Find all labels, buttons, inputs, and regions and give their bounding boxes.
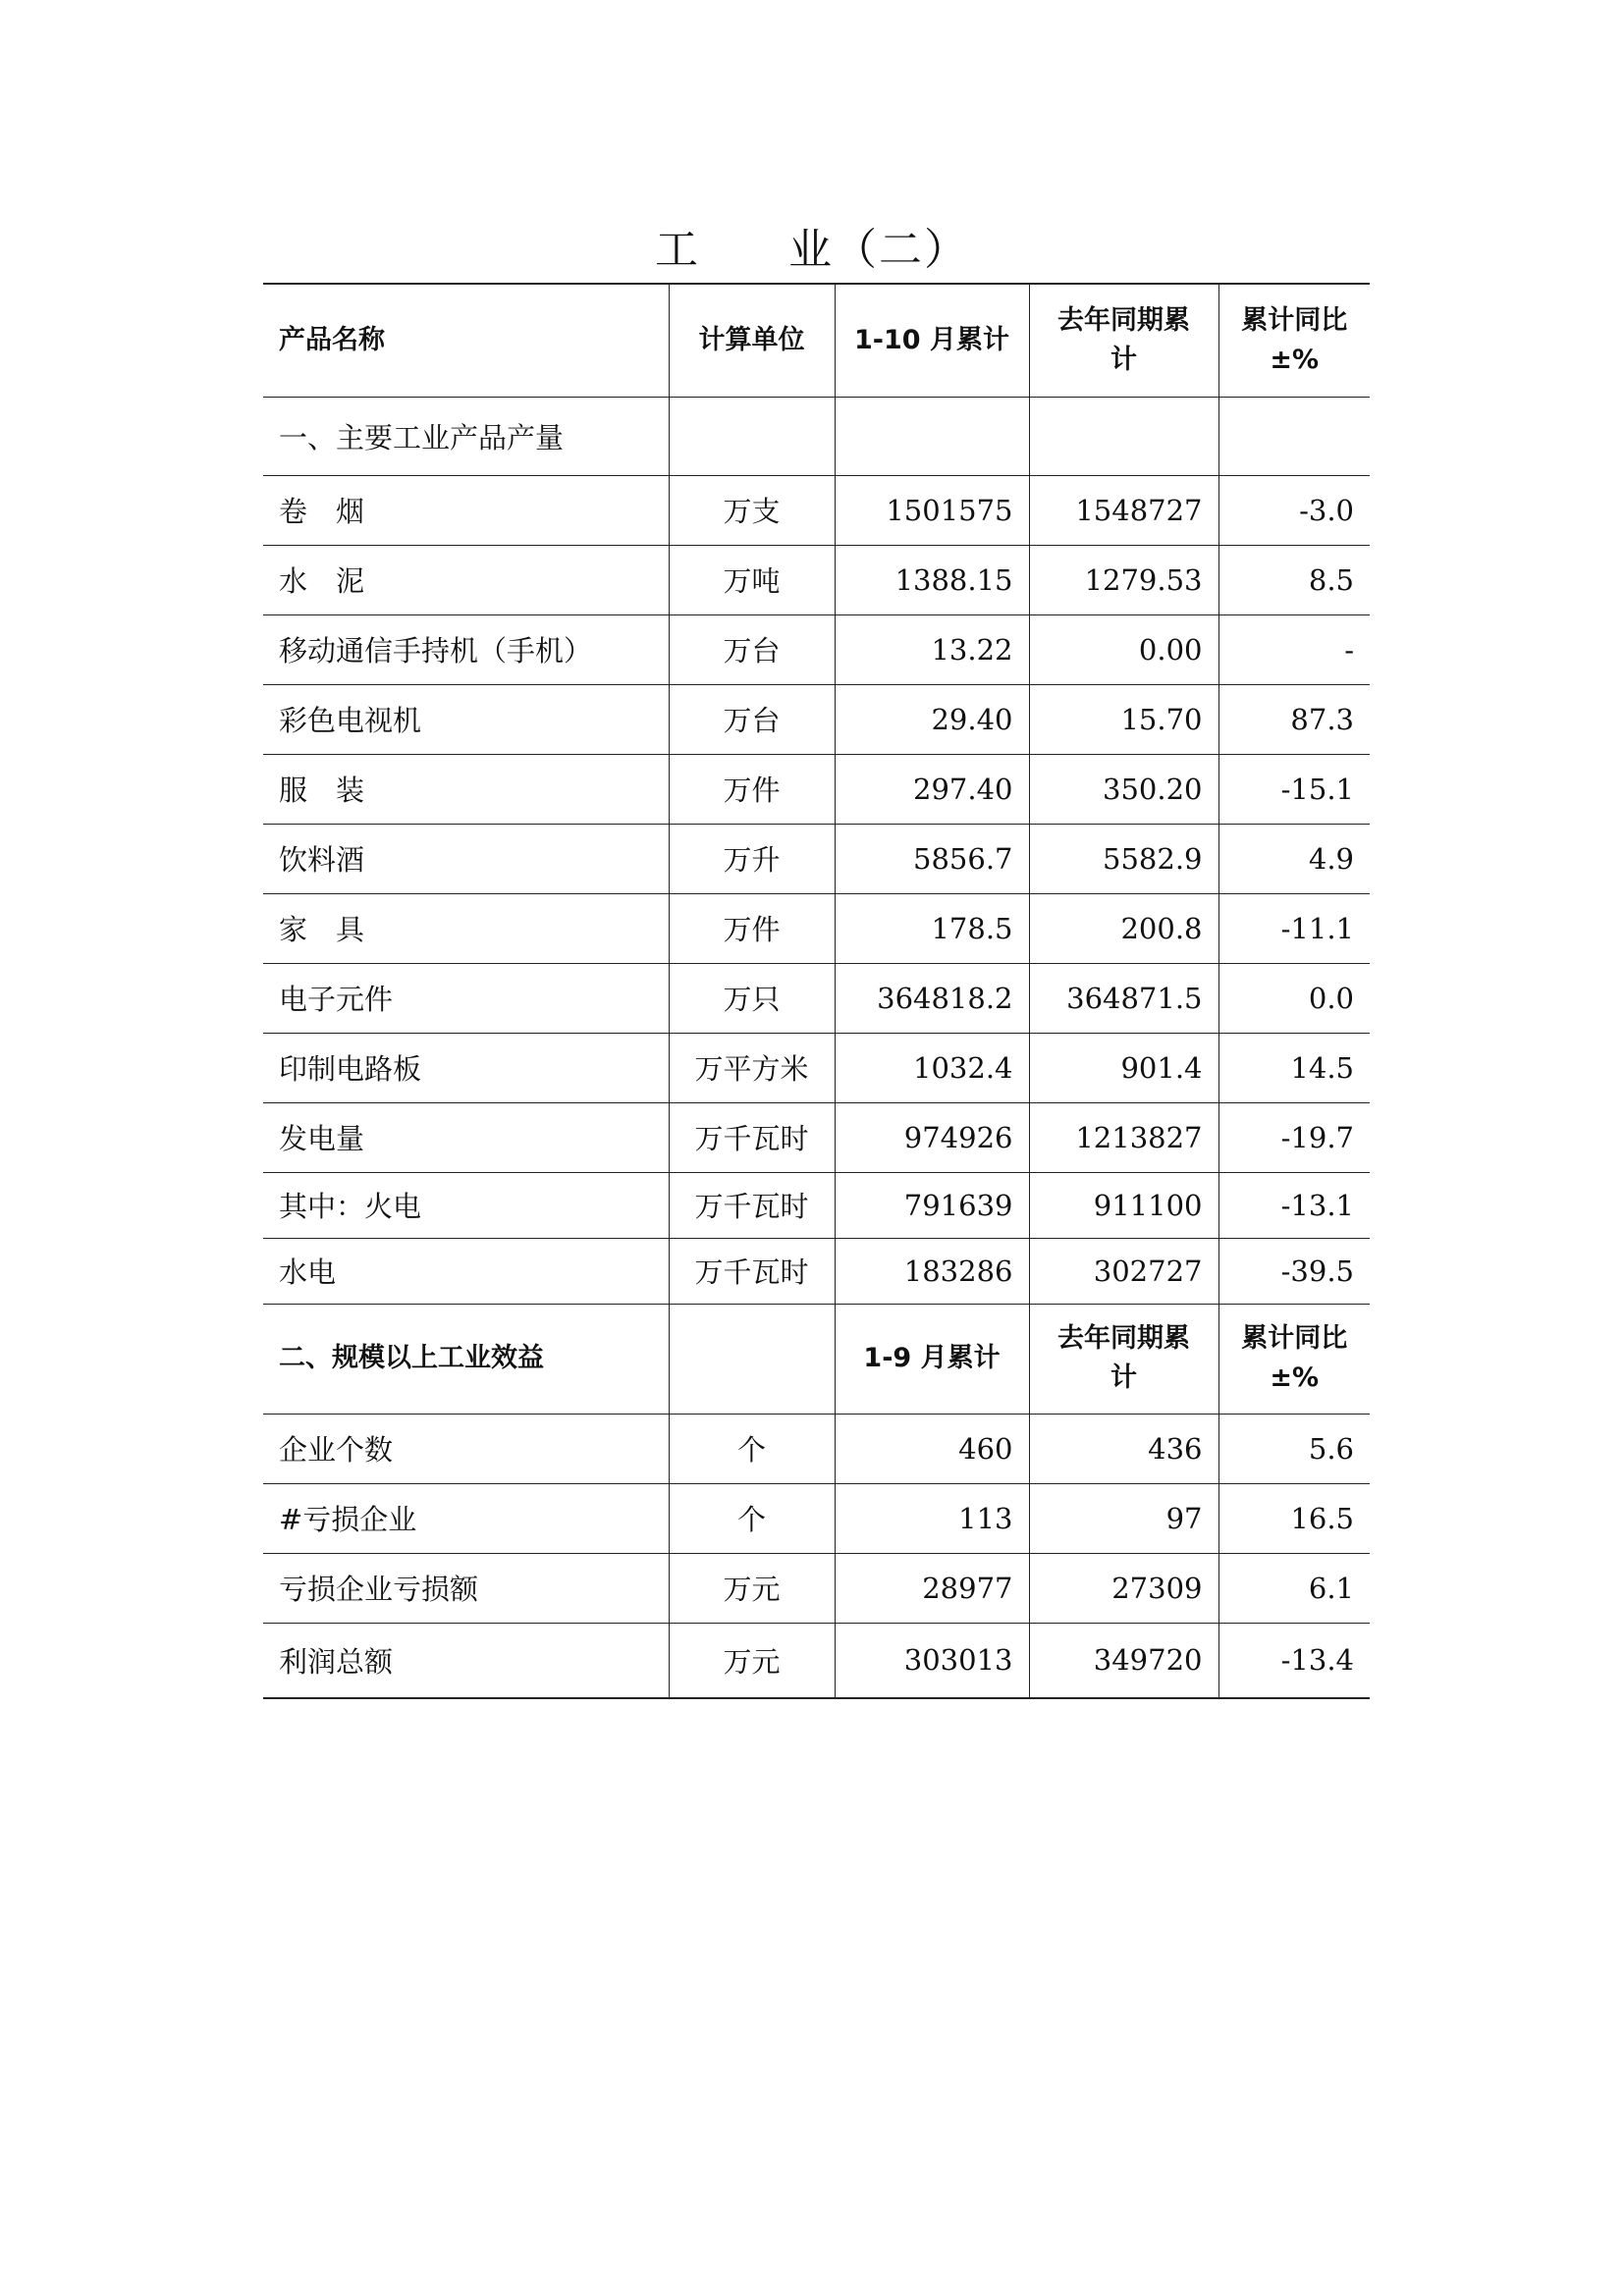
row-unit: 万千瓦时 [669,1102,835,1172]
table-row [263,963,1370,1033]
row-name: 饮料酒 [263,824,669,893]
row-current: 791639 [835,1172,1029,1238]
section1-title: 一、主要工业产品产量 [263,397,669,475]
header-current: 1-10 月累计 [835,284,1029,397]
row-last-year: 97 [1029,1483,1218,1553]
row-current: 1032.4 [835,1033,1029,1102]
row-last-year: 911100 [1029,1172,1218,1238]
row-current: 364818.2 [835,963,1029,1033]
row-last-year: 0.00 [1029,614,1218,684]
row-unit: 万只 [669,963,835,1033]
row-unit: 万台 [669,614,835,684]
page-title [0,214,1624,277]
row-unit: 个 [669,1483,835,1553]
row-name: 水电 [263,1238,669,1304]
row-unit: 万升 [669,824,835,893]
row-last-year: 302727 [1029,1238,1218,1304]
row-unit: 万千瓦时 [669,1172,835,1238]
row-change: 87.3 [1218,684,1370,754]
page-title-part2: 业（二） [788,225,969,275]
section2-header-last-year: 去年同期累计 [1029,1304,1218,1414]
row-unit: 万件 [669,893,835,963]
table-row [263,1483,1370,1553]
row-name: 服 装 [263,754,669,824]
header-unit: 计算单位 [669,284,835,397]
row-last-year: 901.4 [1029,1033,1218,1102]
row-change: 16.5 [1218,1483,1370,1553]
row-name: 其中：火电 [263,1172,669,1238]
table-row [263,1623,1370,1698]
row-change: 14.5 [1218,1033,1370,1102]
row-current: 13.22 [835,614,1029,684]
row-name: 亏损企业亏损额 [263,1553,669,1623]
row-current: 1388.15 [835,545,1029,614]
table-row [263,1172,1370,1238]
row-last-year: 436 [1029,1414,1218,1483]
row-name: 印制电路板 [263,1033,669,1102]
table-row [263,824,1370,893]
section2-title: 二、规模以上工业效益 [263,1304,669,1414]
row-change: 6.1 [1218,1553,1370,1623]
row-current: 28977 [835,1553,1029,1623]
row-current: 460 [835,1414,1029,1483]
page-title-part1: 工 [655,225,700,275]
section2-header-change: 累计同比±% [1218,1304,1370,1414]
row-unit: 万平方米 [669,1033,835,1102]
row-name: 电子元件 [263,963,669,1033]
table-row [263,684,1370,754]
row-change: -11.1 [1218,893,1370,963]
section2-header-current: 1-9 月累计 [835,1304,1029,1414]
row-unit: 万元 [669,1553,835,1623]
row-name: 利润总额 [263,1623,669,1698]
row-change: 4.9 [1218,824,1370,893]
section2-header-row [263,1304,1370,1414]
row-last-year: 349720 [1029,1623,1218,1698]
row-name: 家 具 [263,893,669,963]
row-unit: 万吨 [669,545,835,614]
row-name: #亏损企业 [263,1483,669,1553]
table-row [263,1553,1370,1623]
row-unit: 万支 [669,475,835,545]
row-change: -19.7 [1218,1102,1370,1172]
row-last-year: 1213827 [1029,1102,1218,1172]
row-change: -3.0 [1218,475,1370,545]
header-name: 产品名称 [263,284,669,397]
row-change: - [1218,614,1370,684]
table-header-row [263,284,1370,397]
row-last-year: 364871.5 [1029,963,1218,1033]
section1-title-row [263,397,1370,475]
row-change: -13.1 [1218,1172,1370,1238]
row-current: 5856.7 [835,824,1029,893]
table-row [263,1033,1370,1102]
row-name: 企业个数 [263,1414,669,1483]
row-name: 发电量 [263,1102,669,1172]
row-current: 113 [835,1483,1029,1553]
row-current: 29.40 [835,684,1029,754]
row-current: 297.40 [835,754,1029,824]
header-last-year: 去年同期累计 [1029,284,1218,397]
row-current: 1501575 [835,475,1029,545]
table-row [263,545,1370,614]
row-current: 303013 [835,1623,1029,1698]
row-unit: 万件 [669,754,835,824]
table-row [263,1102,1370,1172]
row-current: 974926 [835,1102,1029,1172]
table-row [263,1414,1370,1483]
industry-stats-table [263,283,1370,1699]
row-last-year: 1279.53 [1029,545,1218,614]
table-row [263,754,1370,824]
row-name: 卷 烟 [263,475,669,545]
row-last-year: 1548727 [1029,475,1218,545]
row-name: 移动通信手持机（手机） [263,614,669,684]
row-last-year: 5582.9 [1029,824,1218,893]
row-change: 0.0 [1218,963,1370,1033]
row-unit: 万千瓦时 [669,1238,835,1304]
table-row [263,893,1370,963]
row-change: -39.5 [1218,1238,1370,1304]
row-change: -15.1 [1218,754,1370,824]
row-unit: 万元 [669,1623,835,1698]
row-current: 178.5 [835,893,1029,963]
row-last-year: 27309 [1029,1553,1218,1623]
row-last-year: 15.70 [1029,684,1218,754]
row-unit: 个 [669,1414,835,1483]
row-name: 水 泥 [263,545,669,614]
table-row [263,614,1370,684]
table-row [263,1238,1370,1304]
row-change: 8.5 [1218,545,1370,614]
row-last-year: 200.8 [1029,893,1218,963]
row-unit: 万台 [669,684,835,754]
row-name: 彩色电视机 [263,684,669,754]
row-change: -13.4 [1218,1623,1370,1698]
table-row [263,475,1370,545]
row-change: 5.6 [1218,1414,1370,1483]
row-current: 183286 [835,1238,1029,1304]
header-change: 累计同比±% [1218,284,1370,397]
row-last-year: 350.20 [1029,754,1218,824]
